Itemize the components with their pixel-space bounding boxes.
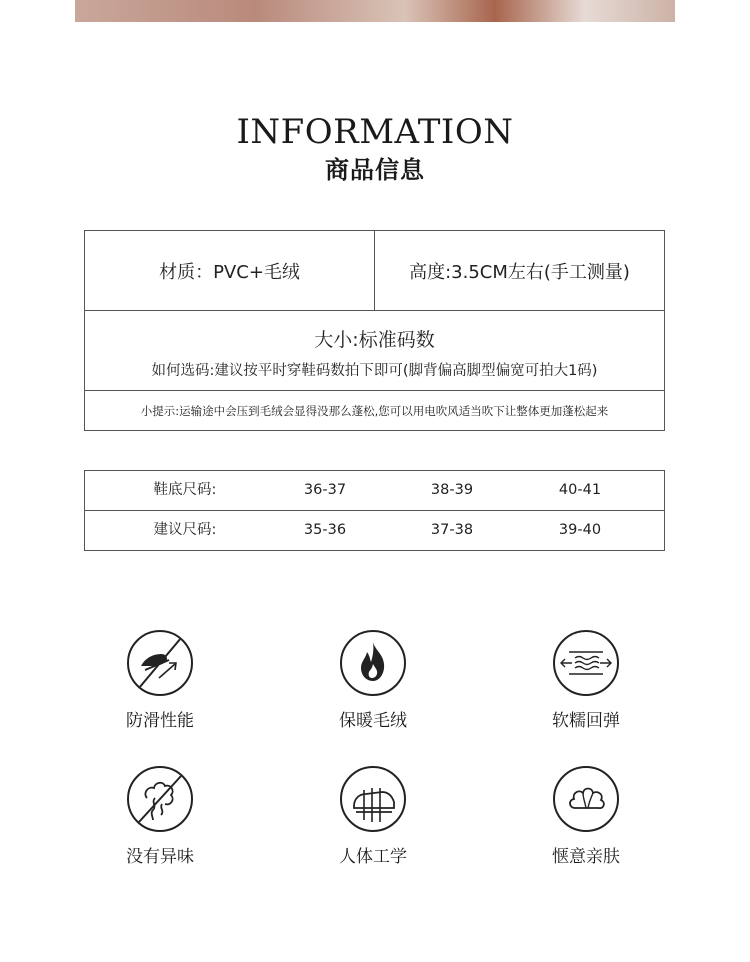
no-odor-icon <box>127 766 193 832</box>
table-cell: 35-36 <box>303 522 347 538</box>
size-title: 大小:标准码数 <box>314 329 435 351</box>
table-cell: 37-38 <box>430 522 474 538</box>
feature-label: 防滑性能 <box>126 711 194 731</box>
anti-slip-icon <box>127 630 193 696</box>
feature-ergonomic <box>298 766 448 867</box>
product-info-table <box>84 230 665 431</box>
row-label: 鞋底尺码: <box>153 482 217 498</box>
tip-row: 小提示:运输途中会压到毛绒会显得没那么蓬松,您可以用电吹风适当吹下让整体更加蓬松起来 <box>140 403 609 418</box>
table-row <box>85 471 664 511</box>
size-advice: 如何选码:建议按平时穿鞋码数拍下即可(脚背偏高脚型偏宽可拍大1码) <box>151 363 598 379</box>
product-photo-bottom-edge <box>75 0 675 22</box>
feature-label: 没有异味 <box>126 847 194 867</box>
feature-soft-rebound <box>511 630 661 731</box>
material-cell: 材质：PVC+毛绒 <box>85 231 375 310</box>
feature-no-odor <box>85 766 235 867</box>
feature-label: 人体工学 <box>339 847 407 867</box>
flame-icon <box>340 630 406 696</box>
height-cell: 高度:3.5CM左右(手工测量) <box>409 261 630 283</box>
table-cell: 40-41 <box>558 482 602 498</box>
table-cell: 39-40 <box>558 522 602 538</box>
table-row <box>85 511 664 550</box>
row-label: 建议尺码: <box>153 522 217 538</box>
feature-anti-slip <box>85 630 235 731</box>
cotton-icon <box>553 766 619 832</box>
info-row-size <box>85 311 664 391</box>
feature-label: 惬意亲肤 <box>552 847 620 867</box>
section-title-chinese: 商品信息 <box>325 156 425 184</box>
size-chart-table <box>84 470 665 551</box>
info-row-material-height <box>85 231 664 311</box>
rebound-icon <box>553 630 619 696</box>
feature-label: 软糯回弹 <box>552 711 620 731</box>
feature-skin-friendly <box>511 766 661 867</box>
feature-label: 保暖毛绒 <box>339 711 407 731</box>
ergonomic-icon <box>340 766 406 832</box>
table-cell: 36-37 <box>303 482 347 498</box>
section-title-english: INFORMATION <box>236 112 514 152</box>
table-cell: 38-39 <box>430 482 474 498</box>
feature-warm-plush <box>298 630 448 731</box>
